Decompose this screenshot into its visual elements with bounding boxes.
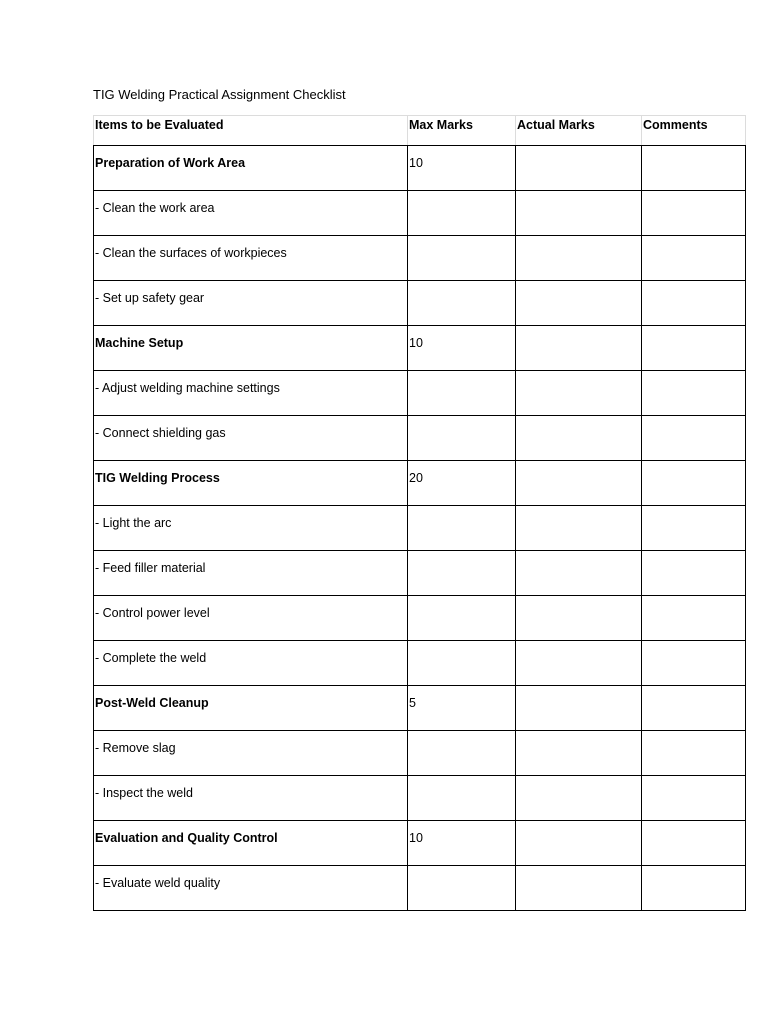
item-cell: - Evaluate weld quality (94, 866, 408, 911)
max-marks-cell (408, 416, 516, 461)
actual-marks-cell[interactable] (516, 551, 642, 596)
max-marks-cell (408, 866, 516, 911)
max-marks-cell: 10 (408, 821, 516, 866)
item-cell: - Set up safety gear (94, 281, 408, 326)
item-cell: - Feed filler material (94, 551, 408, 596)
task-row (94, 236, 746, 281)
actual-marks-cell[interactable] (516, 281, 642, 326)
header-comments: Comments (642, 116, 746, 146)
max-marks-cell (408, 551, 516, 596)
actual-marks-cell[interactable] (516, 596, 642, 641)
item-cell: - Control power level (94, 596, 408, 641)
actual-marks-cell[interactable] (516, 506, 642, 551)
section-row (94, 821, 746, 866)
comments-cell[interactable] (642, 641, 746, 686)
actual-marks-cell[interactable] (516, 731, 642, 776)
actual-marks-cell[interactable] (516, 191, 642, 236)
comments-cell[interactable] (642, 821, 746, 866)
section-row (94, 326, 746, 371)
comments-cell[interactable] (642, 326, 746, 371)
item-cell: Preparation of Work Area (94, 146, 408, 191)
item-cell: - Light the arc (94, 506, 408, 551)
comments-cell[interactable] (642, 191, 746, 236)
actual-marks-cell[interactable] (516, 821, 642, 866)
item-cell: - Remove slag (94, 731, 408, 776)
comments-cell[interactable] (642, 596, 746, 641)
actual-marks-cell[interactable] (516, 371, 642, 416)
task-row (94, 281, 746, 326)
checklist-body (94, 146, 746, 911)
header-max-marks: Max Marks (408, 116, 516, 146)
max-marks-cell (408, 731, 516, 776)
actual-marks-cell[interactable] (516, 866, 642, 911)
comments-cell[interactable] (642, 686, 746, 731)
max-marks-cell (408, 281, 516, 326)
comments-cell[interactable] (642, 146, 746, 191)
item-cell: - Clean the work area (94, 191, 408, 236)
actual-marks-cell[interactable] (516, 776, 642, 821)
item-cell: Machine Setup (94, 326, 408, 371)
task-row (94, 596, 746, 641)
item-cell: - Inspect the weld (94, 776, 408, 821)
task-row (94, 641, 746, 686)
comments-cell[interactable] (642, 281, 746, 326)
item-cell: - Clean the surfaces of workpieces (94, 236, 408, 281)
section-row (94, 461, 746, 506)
item-cell: TIG Welding Process (94, 461, 408, 506)
section-row (94, 686, 746, 731)
actual-marks-cell[interactable] (516, 686, 642, 731)
item-cell: Post-Weld Cleanup (94, 686, 408, 731)
document-title: TIG Welding Practical Assignment Checklist (93, 87, 346, 102)
item-cell: - Connect shielding gas (94, 416, 408, 461)
header-row (94, 116, 746, 146)
task-row (94, 866, 746, 911)
max-marks-cell: 10 (408, 326, 516, 371)
actual-marks-cell[interactable] (516, 146, 642, 191)
task-row (94, 416, 746, 461)
max-marks-cell (408, 596, 516, 641)
comments-cell[interactable] (642, 461, 746, 506)
task-row (94, 776, 746, 821)
comments-cell[interactable] (642, 236, 746, 281)
actual-marks-cell[interactable] (516, 416, 642, 461)
task-row (94, 371, 746, 416)
header-actual-marks: Actual Marks (516, 116, 642, 146)
max-marks-cell (408, 191, 516, 236)
comments-cell[interactable] (642, 866, 746, 911)
max-marks-cell (408, 236, 516, 281)
comments-cell[interactable] (642, 776, 746, 821)
max-marks-cell (408, 776, 516, 821)
comments-cell[interactable] (642, 416, 746, 461)
actual-marks-cell[interactable] (516, 641, 642, 686)
task-row (94, 191, 746, 236)
section-row (94, 146, 746, 191)
max-marks-cell: 5 (408, 686, 516, 731)
max-marks-cell (408, 641, 516, 686)
item-cell: - Adjust welding machine settings (94, 371, 408, 416)
task-row (94, 506, 746, 551)
header-item: Items to be Evaluated (94, 116, 408, 146)
actual-marks-cell[interactable] (516, 236, 642, 281)
max-marks-cell: 10 (408, 146, 516, 191)
checklist-table (93, 115, 746, 911)
actual-marks-cell[interactable] (516, 461, 642, 506)
max-marks-cell (408, 371, 516, 416)
comments-cell[interactable] (642, 551, 746, 596)
actual-marks-cell[interactable] (516, 326, 642, 371)
max-marks-cell (408, 506, 516, 551)
comments-cell[interactable] (642, 506, 746, 551)
max-marks-cell: 20 (408, 461, 516, 506)
item-cell: - Complete the weld (94, 641, 408, 686)
task-row (94, 731, 746, 776)
task-row (94, 551, 746, 596)
comments-cell[interactable] (642, 731, 746, 776)
comments-cell[interactable] (642, 371, 746, 416)
item-cell: Evaluation and Quality Control (94, 821, 408, 866)
